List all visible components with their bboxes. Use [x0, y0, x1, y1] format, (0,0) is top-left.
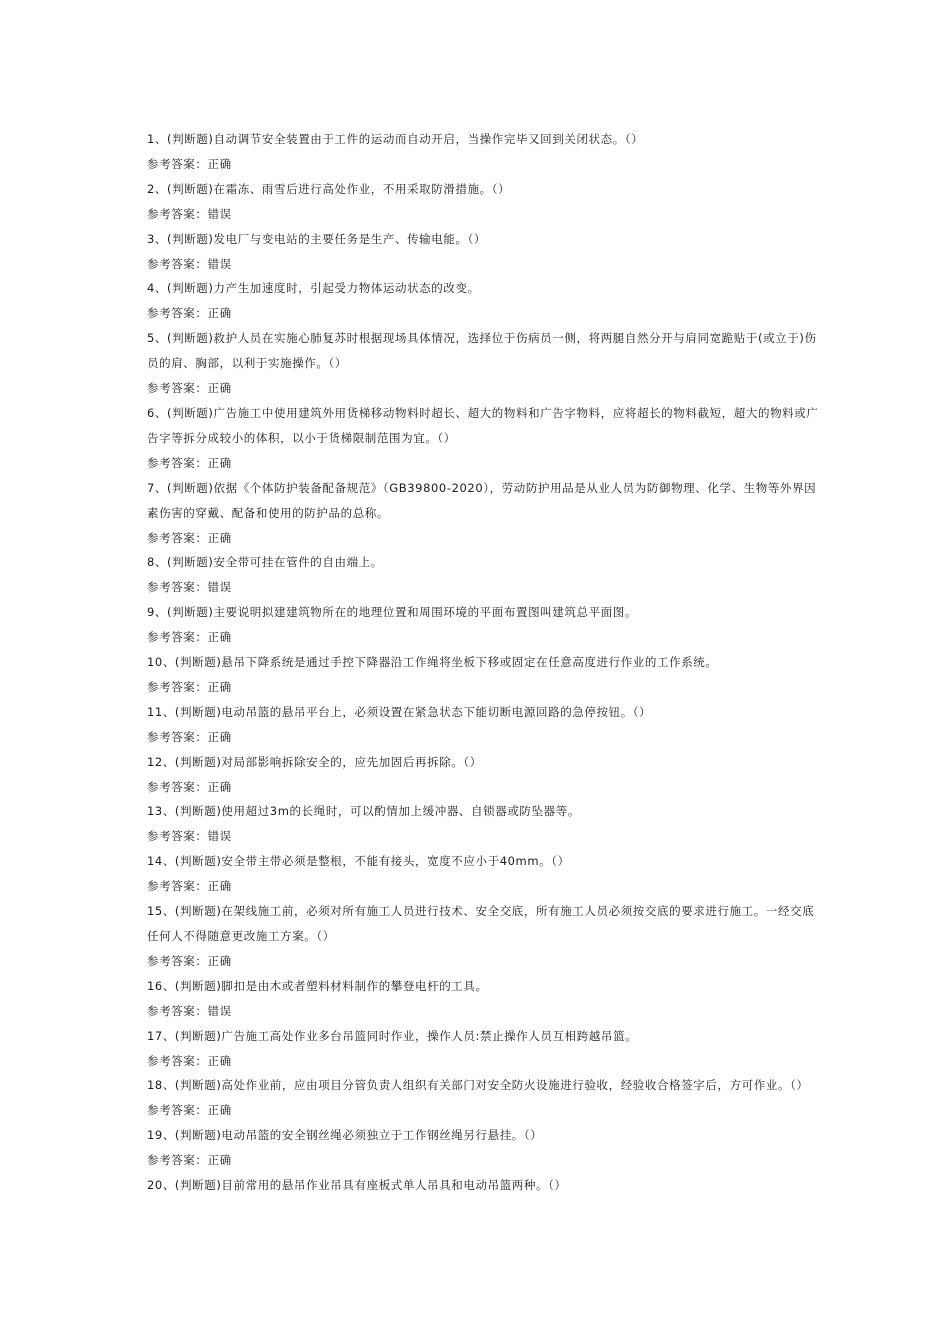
question-11: 11、(判断题)电动吊篮的悬吊平台上，必须设置在紧急状态下能切断电源回路的急停按钮。（）: [147, 704, 652, 719]
question-4: 4、(判断题)力产生加速度时，引起受力物体运动状态的改变。: [147, 281, 480, 296]
answer-1: 参考答案：正确: [147, 156, 232, 171]
question-15: 15、(判断题)在架线施工前，必须对所有施工人员进行技术、安全交底，所有施工人员必须按交底的要求进行施工。一经交底任何人不得随意更改施工方案。（）: [147, 904, 815, 943]
question-3: 3、(判断题)发电厂与变电站的主要任务是生产、传输电能。（）: [147, 231, 487, 246]
question-1: 1、(判断题)自动调节安全装置由于工件的运动而自动开启，当操作完毕又回到关闭状态。（）: [147, 132, 644, 146]
answer-19: 参考答案：正确: [147, 1153, 232, 1168]
question-16: 16、(判断题)脚扣是由木或者塑料材料制作的攀登电杆的工具。: [147, 978, 488, 993]
answer-4: 参考答案：正确: [147, 306, 232, 321]
question-17: 17、(判断题)广告施工高处作业多台吊篮同时作业，操作人员:禁止操作人员互相跨越吊篮。: [147, 1028, 638, 1043]
answer-5: 参考答案：正确: [147, 381, 232, 396]
question-7: 7、(判断题)依据《个体防护装备配备规范》（GB39800-2020），劳动防护用品是从业人员为防御物理、化学、生物等外界因素伤害的穿戴、配备和使用的防护品的总称。: [147, 480, 817, 520]
answer-15: 参考答案：正确: [147, 953, 232, 968]
exam-document: [147, 127, 819, 1198]
question-19: 19、(判断题)电动吊篮的安全钢丝绳必须独立于工作钢丝绳另行悬挂。（）: [147, 1128, 543, 1143]
answer-2: 参考答案：错误: [147, 206, 232, 221]
answer-12: 参考答案：正确: [147, 779, 232, 794]
question-14: 14、(判断题)安全带主带必须是整根，不能有接头，宽度不应小于40mm。（）: [147, 854, 570, 869]
question-10: 10、(判断题)悬吊下降系统是通过手控下降器沿工作绳将坐板下移或固定在任意高度进行作业的工作系统。: [147, 655, 718, 670]
answer-6: 参考答案：正确: [147, 455, 232, 470]
question-13: 13、(判断题)使用超过3m的长绳时，可以酌情加上缓冲器、自锁器或防坠器等。: [147, 804, 580, 819]
question-9: 9、(判断题)主要说明拟建建筑物所在的地理位置和周围环境的平面布置图叫建筑总平面图。: [147, 605, 637, 620]
answer-9: 参考答案：正确: [147, 630, 232, 645]
answer-13: 参考答案：错误: [147, 829, 232, 844]
question-2: 2、(判断题)在霜冻、雨雪后进行高处作业，不用采取防滑措施。（）: [147, 181, 511, 196]
answer-14: 参考答案：正确: [147, 879, 232, 894]
answer-18: 参考答案：正确: [147, 1103, 232, 1118]
answer-16: 参考答案：错误: [147, 1003, 232, 1018]
question-6: 6、(判断题)广告施工中使用建筑外用货梯移动物料时超长、超大的物料和广告字物料，应将超长的物料截短，超大的物料或广告字等拆分成较小的体积，以小于货梯限制范围为宜。（）: [147, 405, 819, 445]
answer-17: 参考答案：正确: [147, 1053, 232, 1068]
answer-7: 参考答案：正确: [147, 530, 232, 545]
answer-8: 参考答案：错误: [147, 580, 232, 595]
question-20: 20、(判断题)目前常用的悬吊作业吊具有座板式单人吊具和电动吊篮两种。（）: [147, 1178, 567, 1193]
answer-3: 参考答案：错误: [147, 256, 232, 271]
question-18: 18、(判断题)高处作业前，应由项目分管负责人组织有关部门对安全防火设施进行验收，经验收合格签字后，方可作业。（）: [147, 1078, 809, 1093]
question-8: 8、(判断题)安全带可挂在管件的自由端上。: [147, 555, 383, 570]
answer-11: 参考答案：正确: [147, 729, 232, 744]
question-12: 12、(判断题)对局部影响拆除安全的，应先加固后再拆除。（）: [147, 754, 482, 769]
answer-10: 参考答案：正确: [147, 679, 232, 694]
question-5: 5、(判断题)救护人员在实施心肺复苏时根据现场具体情况，选择位于伤病员一侧，将两腿自然分开与肩同宽跪贴于(或立于)伤员的肩、胸部，以利于实施操作。（）: [147, 331, 817, 371]
